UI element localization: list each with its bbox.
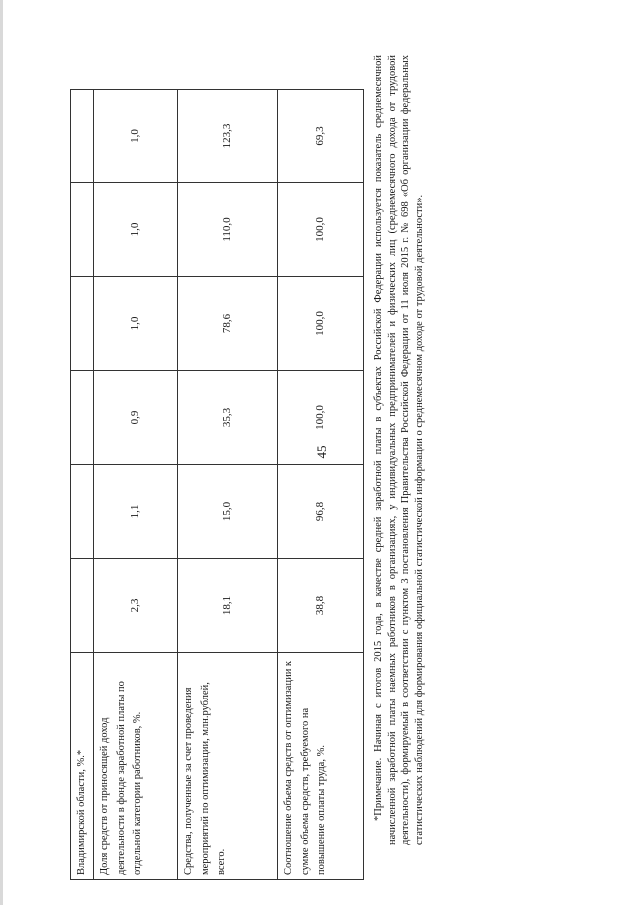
table-cell: [71, 277, 94, 371]
table-row: [93, 90, 177, 880]
footnote-container: [372, 55, 454, 845]
table-cell: 38,8: [277, 559, 363, 653]
table-cell: 1,0: [93, 183, 177, 277]
table-cell: [71, 371, 94, 465]
table-cell: 100,0: [277, 371, 363, 465]
table-cell: 96,8: [277, 465, 363, 559]
table-row: [71, 90, 94, 880]
table-cell: [71, 183, 94, 277]
table-cell: 1,1: [93, 465, 177, 559]
table-cell: 2,3: [93, 559, 177, 653]
page-number: 45: [314, 445, 329, 459]
table-cell: 1,0: [93, 277, 177, 371]
scan-edge: [0, 0, 3, 905]
table-cell: 0,9: [93, 371, 177, 465]
row-label: Доля средств от приносящей доход деятельности в фонде заработной платы по отдельной категории работников, %.: [93, 653, 177, 880]
row-label: Средства, полученные за счет проведения мероприятий по оптимизации, млн.рублей, всего.: [177, 653, 277, 880]
table-cell: 69,3: [277, 90, 363, 183]
table-cell: 110,0: [177, 183, 277, 277]
table-cell: [71, 90, 94, 183]
table-cell: 35,3: [177, 371, 277, 465]
table-row: [277, 90, 363, 880]
table-cell: 1,0: [93, 90, 177, 183]
table-container: [70, 90, 359, 880]
table-cell: [71, 559, 94, 653]
table-cell: 100,0: [277, 277, 363, 371]
footnote: *Примечание. Начиная с итогов 2015 года, в качестве средней заработной платы в субъектах Российской Федерации используется показатель среднемесячной начисленной заработной платы наемных работников в организациях, у индивидуальных предпринимателей и физических лиц (среднемесячного дохода от трудовой деятельности), формируемый в соответствии с пунктом 3 постановления Правительства Российской Федерации от 11 июля 2015 г. № 698 «Об организации федеральных статистических наблюдений для формирования официальной статистической информации о среднемесячном доходе от трудовой деятельности».: [373, 55, 425, 845]
row-label: Владимирской области, %.*: [71, 653, 94, 880]
table-cell: [71, 465, 94, 559]
table-cell: 123,3: [177, 90, 277, 183]
indicator-table: [70, 89, 364, 880]
table-cell: 100,0: [277, 183, 363, 277]
table-cell: 18,1: [177, 559, 277, 653]
table-row: [177, 90, 277, 880]
row-label: Соотношение объема средств от оптимизации к сумме объема средств, требуемого на повышение оплаты труда, %.: [277, 653, 363, 880]
table-cell: 78,6: [177, 277, 277, 371]
table-cell: 15,0: [177, 465, 277, 559]
